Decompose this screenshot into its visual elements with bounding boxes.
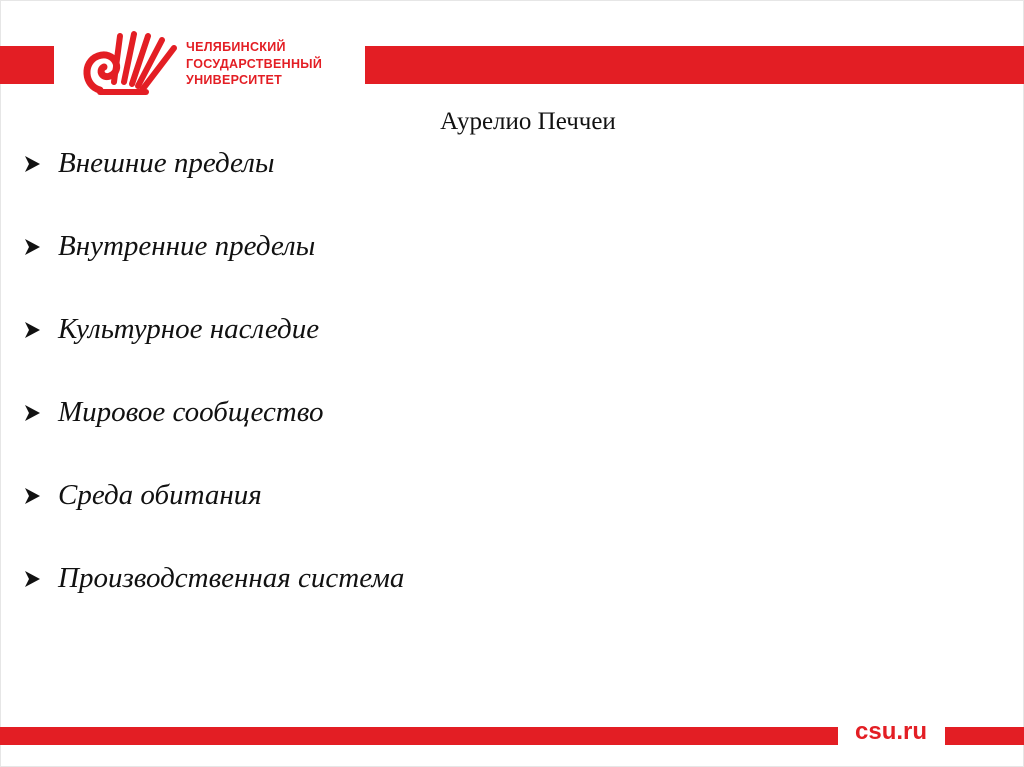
list-item-text: Культурное наследие	[58, 313, 320, 345]
list-item-text: Внешние пределы	[58, 147, 275, 179]
arrowhead-bullet-icon	[22, 479, 58, 513]
list-item-text: Производственная система	[58, 562, 405, 594]
university-name-line-3: УНИВЕРСИТЕТ	[186, 73, 283, 87]
site-link[interactable]: csu.ru	[855, 718, 928, 745]
list-item	[22, 562, 404, 645]
arrowhead-bullet-icon	[22, 396, 58, 430]
header-red-bar-right	[365, 46, 1024, 84]
list-item	[22, 313, 404, 396]
slide-title: Аурелио Печчеи	[440, 108, 616, 135]
university-name	[186, 39, 322, 89]
university-name-line-1: ЧЕЛЯБИНСКИЙ	[186, 40, 286, 54]
university-spiral-logo-icon	[80, 30, 180, 98]
university-logo	[80, 30, 340, 98]
header-red-bar-left	[0, 46, 54, 84]
list-item	[22, 396, 404, 479]
arrowhead-bullet-icon	[22, 230, 58, 264]
list-item-text: Внутренние пределы	[58, 230, 316, 262]
list-item-text: Среда обитания	[58, 479, 262, 511]
list-item	[22, 479, 404, 562]
arrowhead-bullet-icon	[22, 313, 58, 347]
list-item-text: Мировое сообщество	[58, 396, 324, 428]
bullet-list	[22, 147, 404, 645]
list-item	[22, 147, 404, 230]
university-name-line-2: ГОСУДАРСТВЕННЫЙ	[186, 56, 323, 71]
footer-red-bar-left	[0, 727, 838, 745]
list-item	[22, 230, 404, 313]
arrowhead-bullet-icon	[22, 562, 58, 596]
arrowhead-bullet-icon	[22, 147, 58, 181]
footer-red-bar-right	[945, 727, 1024, 745]
